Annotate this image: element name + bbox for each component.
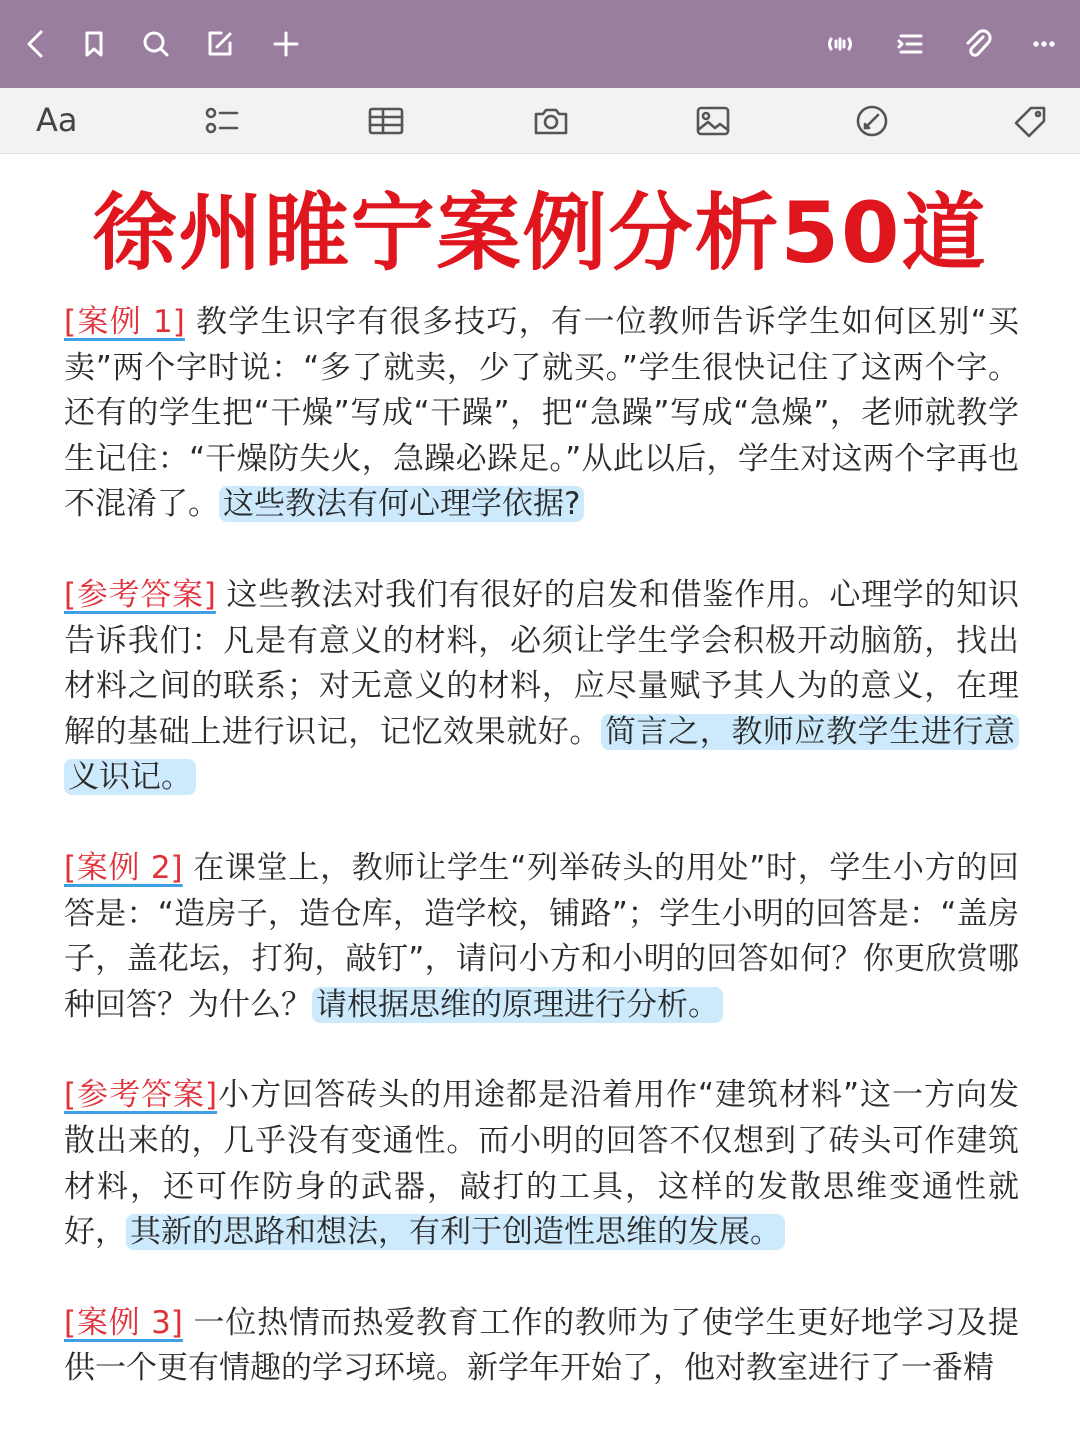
top-bar: [0, 0, 1080, 88]
tag-icon[interactable]: [1006, 98, 1054, 144]
case-3-paragraph: [64, 1301, 1019, 1392]
text-format-button[interactable]: Aa: [36, 101, 78, 139]
note-content: [64, 300, 1019, 1437]
back-icon[interactable]: [14, 22, 58, 66]
attachment-icon[interactable]: [956, 22, 1000, 66]
answer-1-paragraph: [64, 573, 1019, 801]
checklist-icon[interactable]: [198, 98, 246, 144]
edit-icon[interactable]: [198, 22, 242, 66]
answer-tag: [参考答案]: [64, 576, 216, 613]
list-format-icon[interactable]: [888, 22, 932, 66]
camera-icon[interactable]: [527, 98, 575, 144]
case-tag: [案例 3]: [64, 1304, 183, 1341]
paragraph-text: 在课堂上，教师让学生“列举砖头的用处”时，学生小方的回答是：“造房子，造仓库，造学校，铺路”；学生小明的回答是：“盖房子，盖花坛，打狗，敲钉”，请问小方和小明的回答如何？你更欣赏哪种回答？为什么？: [64, 849, 1019, 1023]
highlighted-text: 简言之，教师应教学生进行意义识记。: [64, 714, 1019, 796]
case-1-paragraph: [64, 300, 1019, 528]
add-icon[interactable]: [264, 22, 308, 66]
more-icon[interactable]: [1022, 22, 1066, 66]
image-icon[interactable]: [689, 98, 737, 144]
search-icon[interactable]: [134, 22, 178, 66]
paragraph-text: 一位热情而热爱教育工作的教师为了使学生更好地学习及提供一个更有情趣的学习环境。新学年开始了，他对教室进行了一番精: [64, 1304, 1020, 1387]
table-icon[interactable]: [362, 98, 410, 144]
answer-2-paragraph: [64, 1073, 1019, 1255]
paragraph-text: 这些教法对我们有很好的启发和借鉴作用。心理学的知识告诉我们：凡是有意义的材料，必须让学生学会积极开动脑筋，找出材料之间的联系；对无意义的材料，应尽量赋予其人为的意义，在理解的基础上进行识记，记忆效果就好。: [64, 576, 1020, 750]
case-2-paragraph: [64, 846, 1019, 1028]
bookmark-icon[interactable]: [72, 22, 116, 66]
highlighted-text: 请根据思维的原理进行分析。: [312, 987, 723, 1023]
case-tag: [案例 1]: [64, 304, 185, 340]
paragraph-text: 小方回答砖头的用途都是沿着用作“建筑材料”这一方向发散出来的，几乎没有变通性。而小明的回答不仅想到了砖头可作建筑材料，还可作防身的武器，敲打的工具，这样的发散思维变通性就好，: [64, 1077, 1019, 1251]
highlighted-text: 这些教法有何心理学依据?: [219, 486, 584, 522]
answer-tag: [参考答案]: [64, 1077, 218, 1114]
draw-icon[interactable]: [848, 98, 896, 144]
page-title: 徐州睢宁案例分析50道: [92, 184, 988, 282]
paragraph-text: 教学生识字有很多技巧，有一位教师告诉学生如何区别“买卖”两个字时说：“多了就卖，少了就买。”学生很快记住了这两个字。还有的学生把“干燥”写成“干躁”，把“急躁”写成“急燥”，老师就教学生记住：“干燥防失火，急躁必跺足。”从此以后，学生对这两个字再也不混淆了。: [64, 304, 1020, 523]
case-tag: [案例 2]: [64, 849, 183, 886]
audio-icon[interactable]: [818, 22, 862, 66]
highlighted-text: 其新的思路和想法，有利于创造性思维的发展。: [126, 1214, 785, 1250]
